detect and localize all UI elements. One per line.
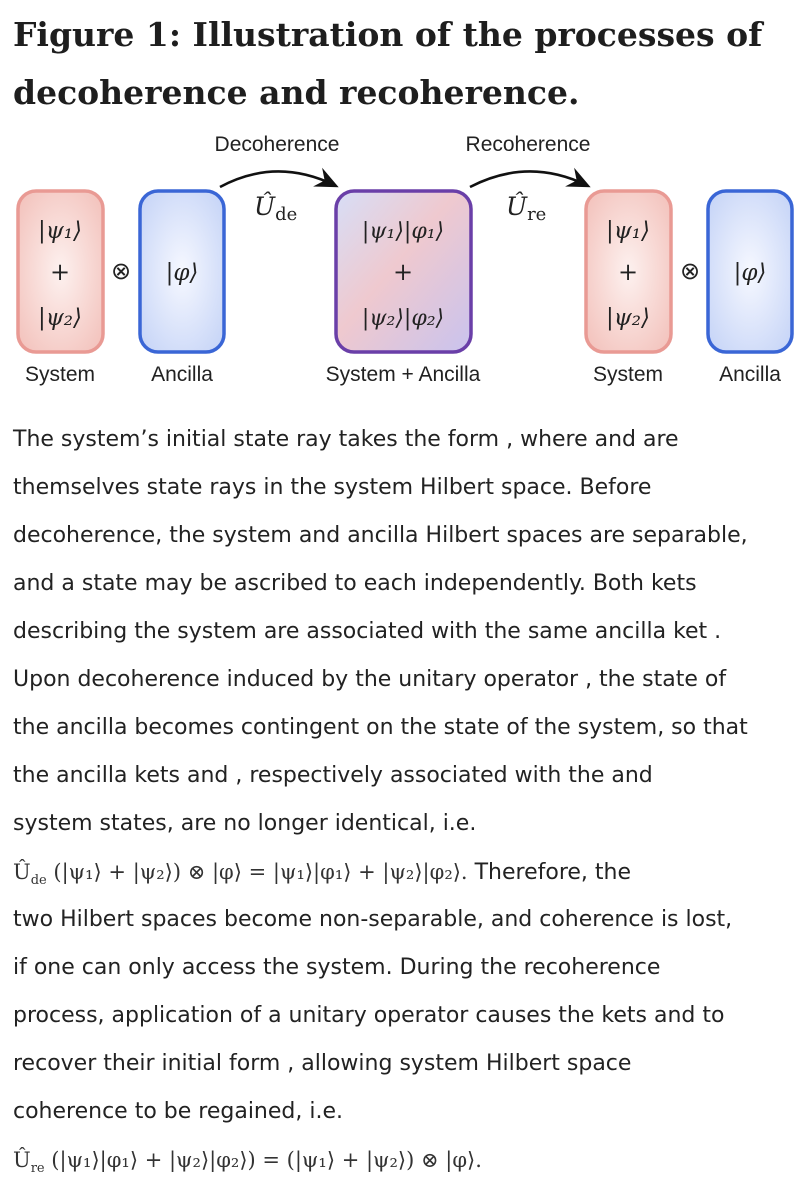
body-line-6: Upon decoherence induced by the unitary operator , the state of: [13, 667, 727, 692]
operator-de: [254, 192, 297, 225]
operator-re-subscript: re: [527, 204, 547, 225]
figure-title-line-2: decoherence and recoherence.: [13, 73, 580, 112]
body-line-3: decoherence, the system and ancilla Hilbert spaces are separable,: [13, 523, 748, 548]
body-line-7: the ancilla becomes contingent on the state of the system, so that: [13, 715, 748, 740]
label-combined: System + Ancilla: [325, 363, 481, 386]
plus-combined: +: [392, 258, 414, 286]
figure-title: [13, 6, 793, 122]
figure-title-line-1: Figure 1: Illustration of the processes of: [13, 15, 763, 54]
body-line-2: themselves state rays in the system Hilbert space. Before: [13, 475, 652, 500]
label-ancilla-right: Ancilla: [719, 363, 781, 386]
operator-de-subscript: de: [275, 204, 298, 225]
ket-phi-right: |φ⟩: [733, 260, 767, 286]
operator-re: [506, 192, 546, 225]
ket-psi2-phi2: |ψ₂⟩|φ₂⟩: [361, 306, 445, 331]
operator-de-symbol: Û: [254, 192, 276, 221]
ket-psi1-phi1: |ψ₁⟩|φ₁⟩: [361, 219, 445, 244]
body-line-12: if one can only access the system. During the recoherence: [13, 955, 661, 980]
ket-psi2-right: |ψ₂⟩: [606, 305, 650, 331]
label-system-right: System: [592, 363, 664, 386]
body-line-9: system states, are no longer identical, i.e.: [13, 811, 477, 836]
body-line-14: recover their initial form , allowing system Hilbert space: [13, 1051, 632, 1076]
recoherence-arrow: [470, 171, 586, 187]
equation-decoherence: [13, 860, 468, 889]
label-system-left: System: [24, 363, 96, 386]
ket-psi2-left: |ψ₂⟩: [38, 305, 82, 331]
decoherence-label: Decoherence: [214, 133, 340, 156]
ket-phi-left: |φ⟩: [165, 260, 199, 286]
equation-recoherence-operator: Û: [13, 1148, 31, 1172]
body-line-11: two Hilbert spaces become non-separable, and coherence is lost,: [13, 907, 733, 932]
plus-left: +: [49, 258, 71, 286]
equation-recoherence: [13, 1148, 482, 1177]
body-line-1: The system’s initial state ray takes the form , where and are: [13, 427, 679, 452]
equation-decoherence-body: (|ψ₁⟩ + |ψ₂⟩) ⊗ |φ⟩ = |ψ₁⟩|φ₁⟩ + |ψ₂⟩|φ₂⟩.: [46, 860, 468, 884]
equation-decoherence-subscript: de: [30, 873, 47, 889]
body-line-8: the ancilla kets and , respectively associated with the and: [13, 763, 653, 788]
decoherence-recoherence-diagram: [0, 125, 812, 400]
decoherence-arrow: [220, 171, 334, 187]
body-line-13: process, application of a unitary operator causes the kets and to: [13, 1003, 725, 1028]
tensor-product-right: ⊗: [679, 257, 701, 285]
equation-decoherence-operator: Û: [13, 860, 31, 884]
body-line-5: describing the system are associated with the same ancilla ket .: [13, 619, 722, 644]
equation-recoherence-body: (|ψ₁⟩|φ₁⟩ + |ψ₂⟩|φ₂⟩) = (|ψ₁⟩ + |ψ₂⟩) ⊗ |φ⟩.: [44, 1148, 482, 1172]
tensor-product-left: ⊗: [110, 257, 132, 285]
body-line-10-tail: Therefore, the: [467, 860, 632, 885]
equation-decoherence-line: [13, 848, 803, 896]
label-ancilla-left: Ancilla: [151, 363, 213, 386]
body-line-15: coherence to be regained, i.e.: [13, 1099, 343, 1124]
body-line-4: and a state may be ascribed to each independently. Both kets: [13, 571, 697, 596]
ket-psi1-right: |ψ₁⟩: [606, 218, 650, 244]
plus-right: +: [617, 258, 639, 286]
recoherence-label: Recoherence: [465, 133, 591, 156]
equation-recoherence-subscript: re: [30, 1161, 45, 1177]
operator-re-symbol: Û: [506, 192, 528, 221]
equation-recoherence-line: [13, 1136, 803, 1184]
body-paragraph: [13, 416, 803, 1184]
ket-psi1-left: |ψ₁⟩: [38, 218, 82, 244]
